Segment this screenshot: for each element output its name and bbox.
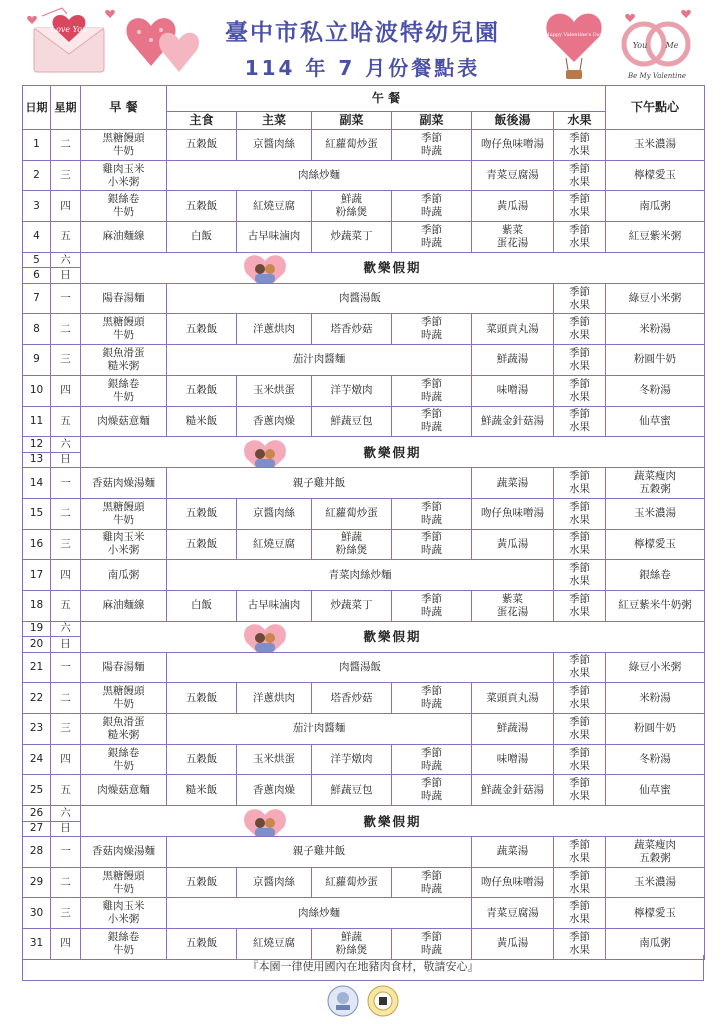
fruit-cell: 季節 水果: [554, 191, 606, 222]
side-dish-cell: 炒蔬菜丁: [312, 222, 392, 253]
col-fruit: 水果: [554, 112, 606, 130]
svg-text:You: You: [632, 41, 648, 50]
day-cell: 31: [23, 929, 51, 960]
main-dish-cell: 京醬肉絲: [237, 498, 312, 529]
day-cell: 13: [23, 452, 51, 468]
meal-table: [22, 85, 705, 960]
table-row: [23, 437, 705, 453]
lunch-main-cell: 肉絲炒麵: [167, 898, 472, 929]
fruit-cell: 季節 水果: [554, 283, 606, 314]
weekday-cell: 二: [51, 867, 81, 898]
svg-text:Me: Me: [665, 41, 679, 50]
soup-cell: 青菜豆腐湯: [472, 898, 554, 929]
main-dish-cell: 京醬肉絲: [237, 130, 312, 161]
vegetable-cell: 季節 時蔬: [392, 498, 472, 529]
holiday-label: 歡樂假期: [364, 630, 422, 643]
snack-cell: 玉米濃湯: [606, 498, 705, 529]
page-subtitle: 114 年 7 月份餐點表: [244, 56, 481, 80]
weekday-cell: 日: [51, 452, 81, 468]
fruit-cell: 季節 水果: [554, 652, 606, 683]
fruit-cell: 季節 水果: [554, 744, 606, 775]
table-row: [23, 406, 705, 437]
fruit-cell: 季節 水果: [554, 898, 606, 929]
snack-cell: 檸檬愛玉: [606, 529, 705, 560]
breakfast-cell: 銀絲卷 牛奶: [81, 375, 167, 406]
holiday-cell: [81, 437, 705, 468]
fruit-cell: 季節 水果: [554, 929, 606, 960]
weekday-cell: 一: [51, 652, 81, 683]
vegetable-cell: 季節 時蔬: [392, 775, 472, 806]
weekday-cell: 三: [51, 345, 81, 376]
table-row: [23, 621, 705, 637]
day-cell: 5: [23, 252, 51, 268]
col-staple: 主食: [167, 112, 237, 130]
day-cell: 10: [23, 375, 51, 406]
col-weekday: 星期: [51, 86, 81, 130]
soup-cell: 菜頭貢丸湯: [472, 314, 554, 345]
staple-cell: 五穀飯: [167, 375, 237, 406]
breakfast-cell: 銀絲卷 牛奶: [81, 929, 167, 960]
vegetable-cell: 季節 時蔬: [392, 222, 472, 253]
side-dish-cell: 鮮蔬豆包: [312, 406, 392, 437]
day-cell: 9: [23, 345, 51, 376]
vegetable-cell: 季節 時蔬: [392, 191, 472, 222]
weekday-cell: 一: [51, 283, 81, 314]
day-cell: 7: [23, 283, 51, 314]
table-row: [23, 775, 705, 806]
weekday-cell: 六: [51, 806, 81, 822]
couple-heart-icon: [242, 807, 288, 837]
day-cell: 20: [23, 637, 51, 653]
weekday-cell: 二: [51, 683, 81, 714]
breakfast-cell: 銀魚滑蛋 糙米粥: [81, 345, 167, 376]
soup-cell: 紫菜 蛋花湯: [472, 590, 554, 621]
table-row: [23, 498, 705, 529]
main-dish-cell: 香蔥肉燥: [237, 406, 312, 437]
breakfast-cell: 銀魚滑蛋 糙米粥: [81, 714, 167, 745]
main-dish-cell: 古早味滷肉: [237, 590, 312, 621]
fruit-cell: 季節 水果: [554, 222, 606, 253]
side-dish-cell: 紅蘿蔔炒蛋: [312, 867, 392, 898]
side-dish-cell: 鮮蔬豆包: [312, 775, 392, 806]
weekday-cell: 一: [51, 468, 81, 499]
breakfast-cell: 黑糖饅頭 牛奶: [81, 867, 167, 898]
fruit-cell: 季節 水果: [554, 345, 606, 376]
soup-cell: 吻仔魚味噌湯: [472, 498, 554, 529]
soup-cell: 紫菜 蛋花湯: [472, 222, 554, 253]
weekday-cell: 日: [51, 821, 81, 837]
col-lunch: 午 餐: [167, 86, 606, 112]
staple-cell: 五穀飯: [167, 130, 237, 161]
snack-cell: 粉圓牛奶: [606, 714, 705, 745]
weekday-cell: 一: [51, 837, 81, 868]
day-cell: 25: [23, 775, 51, 806]
staple-cell: 五穀飯: [167, 867, 237, 898]
table-row: [23, 714, 705, 745]
weekday-cell: 三: [51, 160, 81, 191]
table-row: [23, 314, 705, 345]
snack-cell: 粉圓牛奶: [606, 345, 705, 376]
fruit-cell: 季節 水果: [554, 837, 606, 868]
breakfast-cell: 雞肉玉米 小米粥: [81, 529, 167, 560]
table-row: [23, 252, 705, 268]
staple-cell: 白飯: [167, 590, 237, 621]
weekday-cell: 六: [51, 437, 81, 453]
soup-cell: 味噌湯: [472, 375, 554, 406]
holiday-label: 歡樂假期: [364, 446, 422, 459]
rings-icon: [612, 8, 702, 84]
table-row: [23, 837, 705, 868]
side-dish-cell: 鮮蔬 粉絲煲: [312, 929, 392, 960]
table-row: [23, 898, 705, 929]
day-cell: 22: [23, 683, 51, 714]
heart-balloon-icon: [540, 8, 608, 82]
weekday-cell: 四: [51, 191, 81, 222]
snack-cell: 檸檬愛玉: [606, 160, 705, 191]
soup-cell: 鮮蔬湯: [472, 714, 554, 745]
vegetable-cell: 季節 時蔬: [392, 406, 472, 437]
day-cell: 11: [23, 406, 51, 437]
snack-cell: 蔬菜瘦肉 五穀粥: [606, 837, 705, 868]
col-soup: 飯後湯: [472, 112, 554, 130]
breakfast-cell: 陽春湯麵: [81, 652, 167, 683]
soup-cell: 鮮蔬金針菇湯: [472, 775, 554, 806]
breakfast-cell: 香菇肉燥湯麵: [81, 468, 167, 499]
soup-cell: 蔬菜湯: [472, 468, 554, 499]
weekday-cell: 日: [51, 268, 81, 284]
soup-cell: 吻仔魚味噌湯: [472, 867, 554, 898]
table-row: [23, 345, 705, 376]
side-dish-cell: 紅蘿蔔炒蛋: [312, 130, 392, 161]
staple-cell: 五穀飯: [167, 683, 237, 714]
svg-text:Love You: Love You: [50, 25, 88, 34]
snack-cell: 南瓜粥: [606, 191, 705, 222]
breakfast-cell: 肉燥菇意麵: [81, 775, 167, 806]
main-dish-cell: 香蔥肉燥: [237, 775, 312, 806]
breakfast-cell: 香菇肉燥湯麵: [81, 837, 167, 868]
vegetable-cell: 季節 時蔬: [392, 130, 472, 161]
col-side2: 副菜: [392, 112, 472, 130]
holiday-label: 歡樂假期: [364, 815, 422, 828]
weekday-cell: 日: [51, 637, 81, 653]
lunch-main-cell: 茄汁肉醬麵: [167, 345, 472, 376]
fruit-cell: 季節 水果: [554, 375, 606, 406]
day-cell: 14: [23, 468, 51, 499]
side-dish-cell: 洋芋燉肉: [312, 375, 392, 406]
snack-cell: 米粉湯: [606, 314, 705, 345]
day-cell: 17: [23, 560, 51, 591]
day-cell: 12: [23, 437, 51, 453]
col-side1: 副菜: [312, 112, 392, 130]
soup-cell: 蔬菜湯: [472, 837, 554, 868]
soup-cell: 菜頭貢丸湯: [472, 683, 554, 714]
fruit-cell: 季節 水果: [554, 714, 606, 745]
couple-heart-icon: [242, 438, 288, 468]
snack-cell: 冬粉湯: [606, 375, 705, 406]
certification-badge-icon: [327, 985, 359, 1017]
staple-cell: 白飯: [167, 222, 237, 253]
holiday-label: 歡樂假期: [364, 261, 422, 274]
soup-cell: 鮮蔬湯: [472, 345, 554, 376]
day-cell: 24: [23, 744, 51, 775]
day-cell: 21: [23, 652, 51, 683]
weekday-cell: 三: [51, 529, 81, 560]
weekday-cell: 四: [51, 744, 81, 775]
snack-cell: 綠豆小米粥: [606, 652, 705, 683]
table-row: [23, 222, 705, 253]
lunch-main-cell: 親子雞丼飯: [167, 837, 472, 868]
vegetable-cell: 季節 時蔬: [392, 590, 472, 621]
staple-cell: 五穀飯: [167, 744, 237, 775]
holiday-cell: [81, 252, 705, 283]
staple-cell: 五穀飯: [167, 191, 237, 222]
breakfast-cell: 黑糖饅頭 牛奶: [81, 683, 167, 714]
footer-note: 『本園一律使用國內在地豬肉食材，敬請安心』: [22, 955, 704, 981]
vegetable-cell: 季節 時蔬: [392, 867, 472, 898]
breakfast-cell: 南瓜粥: [81, 560, 167, 591]
side-dish-cell: 塔香炒菇: [312, 314, 392, 345]
breakfast-cell: 麻油麵線: [81, 590, 167, 621]
main-dish-cell: 洋蔥烘肉: [237, 314, 312, 345]
holiday-cell: [81, 806, 705, 837]
food-safety-badge-icon: [367, 985, 399, 1017]
soup-cell: 黃瓜湯: [472, 929, 554, 960]
table-row: [23, 130, 705, 161]
lunch-main-cell: 肉絲炒麵: [167, 160, 472, 191]
snack-cell: 綠豆小米粥: [606, 283, 705, 314]
breakfast-cell: 雞肉玉米 小米粥: [81, 898, 167, 929]
day-cell: 6: [23, 268, 51, 284]
breakfast-cell: 黑糖饅頭 牛奶: [81, 130, 167, 161]
day-cell: 8: [23, 314, 51, 345]
snack-cell: 紅豆紫米粥: [606, 222, 705, 253]
breakfast-cell: 銀絲卷 牛奶: [81, 191, 167, 222]
weekday-cell: 四: [51, 560, 81, 591]
fruit-cell: 季節 水果: [554, 498, 606, 529]
vegetable-cell: 季節 時蔬: [392, 529, 472, 560]
table-row: [23, 744, 705, 775]
love-envelope-icon: [22, 6, 117, 76]
day-cell: 30: [23, 898, 51, 929]
day-cell: 26: [23, 806, 51, 822]
fruit-cell: 季節 水果: [554, 160, 606, 191]
day-cell: 16: [23, 529, 51, 560]
table-row: [23, 468, 705, 499]
breakfast-cell: 陽春湯麵: [81, 283, 167, 314]
breakfast-cell: 雞肉玉米 小米粥: [81, 160, 167, 191]
day-cell: 18: [23, 590, 51, 621]
staple-cell: 糙米飯: [167, 775, 237, 806]
soup-cell: 黃瓜湯: [472, 529, 554, 560]
staple-cell: 糙米飯: [167, 406, 237, 437]
main-dish-cell: 洋蔥烘肉: [237, 683, 312, 714]
staple-cell: 五穀飯: [167, 929, 237, 960]
lunch-main-cell: 茄汁肉醬麵: [167, 714, 472, 745]
snack-cell: 玉米濃湯: [606, 867, 705, 898]
table-row: [23, 529, 705, 560]
fruit-cell: 季節 水果: [554, 406, 606, 437]
table-row: [23, 590, 705, 621]
weekday-cell: 二: [51, 498, 81, 529]
snack-cell: 紅豆紫米牛奶粥: [606, 590, 705, 621]
lunch-main-cell: 肉醬湯飯: [167, 652, 554, 683]
snack-cell: 仙草蜜: [606, 406, 705, 437]
breakfast-cell: 銀絲卷 牛奶: [81, 744, 167, 775]
day-cell: 3: [23, 191, 51, 222]
day-cell: 2: [23, 160, 51, 191]
side-dish-cell: 洋芋燉肉: [312, 744, 392, 775]
weekday-cell: 五: [51, 590, 81, 621]
main-dish-cell: 紅燒豆腐: [237, 191, 312, 222]
soup-cell: 青菜豆腐湯: [472, 160, 554, 191]
day-cell: 4: [23, 222, 51, 253]
table-row: [23, 283, 705, 314]
table-row: [23, 375, 705, 406]
vegetable-cell: 季節 時蔬: [392, 929, 472, 960]
main-dish-cell: 紅燒豆腐: [237, 929, 312, 960]
main-dish-cell: 紅燒豆腐: [237, 529, 312, 560]
table-row: [23, 652, 705, 683]
day-cell: 15: [23, 498, 51, 529]
side-dish-cell: 鮮蔬 粉絲煲: [312, 529, 392, 560]
table-row: [23, 160, 705, 191]
lunch-main-cell: 親子雞丼飯: [167, 468, 472, 499]
weekday-cell: 三: [51, 898, 81, 929]
side-dish-cell: 塔香炒菇: [312, 683, 392, 714]
snack-cell: 玉米濃湯: [606, 130, 705, 161]
soup-cell: 鮮蔬金針菇湯: [472, 406, 554, 437]
fruit-cell: 季節 水果: [554, 775, 606, 806]
svg-text:Be My Valentine: Be My Valentine: [627, 72, 687, 80]
main-dish-cell: 古早味滷肉: [237, 222, 312, 253]
main-dish-cell: 玉米烘蛋: [237, 375, 312, 406]
page-title: 臺中市私立哈波特幼兒園: [225, 20, 500, 46]
day-cell: 28: [23, 837, 51, 868]
fruit-cell: 季節 水果: [554, 590, 606, 621]
breakfast-cell: 黑糖饅頭 牛奶: [81, 314, 167, 345]
weekday-cell: 五: [51, 775, 81, 806]
fruit-cell: 季節 水果: [554, 683, 606, 714]
staple-cell: 五穀飯: [167, 529, 237, 560]
weekday-cell: 四: [51, 929, 81, 960]
breakfast-cell: 麻油麵線: [81, 222, 167, 253]
side-dish-cell: 炒蔬菜丁: [312, 590, 392, 621]
fruit-cell: 季節 水果: [554, 560, 606, 591]
fruit-cell: 季節 水果: [554, 529, 606, 560]
snack-cell: 蔬菜瘦肉 五穀粥: [606, 468, 705, 499]
weekday-cell: 五: [51, 406, 81, 437]
fruit-cell: 季節 水果: [554, 314, 606, 345]
table-row: [23, 560, 705, 591]
table-row: [23, 867, 705, 898]
col-breakfast: 早 餐: [81, 86, 167, 130]
snack-cell: 銀絲卷: [606, 560, 705, 591]
side-dish-cell: 紅蘿蔔炒蛋: [312, 498, 392, 529]
couple-heart-icon: [242, 253, 288, 283]
soup-cell: 吻仔魚味噌湯: [472, 130, 554, 161]
fruit-cell: 季節 水果: [554, 867, 606, 898]
staple-cell: 五穀飯: [167, 498, 237, 529]
breakfast-cell: 肉燥菇意麵: [81, 406, 167, 437]
svg-text:Happy Valentine's Day: Happy Valentine's Day: [545, 32, 603, 38]
lunch-main-cell: 青菜肉絲炒麵: [167, 560, 554, 591]
table-row: [23, 191, 705, 222]
staple-cell: 五穀飯: [167, 314, 237, 345]
snack-cell: 仙草蜜: [606, 775, 705, 806]
weekday-cell: 四: [51, 375, 81, 406]
soup-cell: 黃瓜湯: [472, 191, 554, 222]
side-dish-cell: 鮮蔬 粉絲煲: [312, 191, 392, 222]
holiday-cell: [81, 621, 705, 652]
page-header: [0, 0, 725, 86]
fruit-cell: 季節 水果: [554, 468, 606, 499]
snack-cell: 米粉湯: [606, 683, 705, 714]
main-dish-cell: 京醬肉絲: [237, 867, 312, 898]
day-cell: 19: [23, 621, 51, 637]
day-cell: 1: [23, 130, 51, 161]
col-day: 日期: [23, 86, 51, 130]
lunch-main-cell: 肉醬湯飯: [167, 283, 554, 314]
col-snack: 下午點心: [606, 86, 705, 130]
weekday-cell: 二: [51, 130, 81, 161]
col-main: 主菜: [237, 112, 312, 130]
snack-cell: 檸檬愛玉: [606, 898, 705, 929]
day-cell: 29: [23, 867, 51, 898]
vegetable-cell: 季節 時蔬: [392, 375, 472, 406]
snack-cell: 南瓜粥: [606, 929, 705, 960]
weekday-cell: 二: [51, 314, 81, 345]
soup-cell: 味噌湯: [472, 744, 554, 775]
table-row: [23, 683, 705, 714]
vegetable-cell: 季節 時蔬: [392, 683, 472, 714]
weekday-cell: 六: [51, 621, 81, 637]
vegetable-cell: 季節 時蔬: [392, 744, 472, 775]
day-cell: 23: [23, 714, 51, 745]
weekday-cell: 六: [51, 252, 81, 268]
snack-cell: 冬粉湯: [606, 744, 705, 775]
main-dish-cell: 玉米烘蛋: [237, 744, 312, 775]
day-cell: 27: [23, 821, 51, 837]
couple-heart-icon: [242, 622, 288, 652]
weekday-cell: 五: [51, 222, 81, 253]
weekday-cell: 三: [51, 714, 81, 745]
fruit-cell: 季節 水果: [554, 130, 606, 161]
breakfast-cell: 黑糖饅頭 牛奶: [81, 498, 167, 529]
table-row: [23, 806, 705, 822]
vegetable-cell: 季節 時蔬: [392, 314, 472, 345]
